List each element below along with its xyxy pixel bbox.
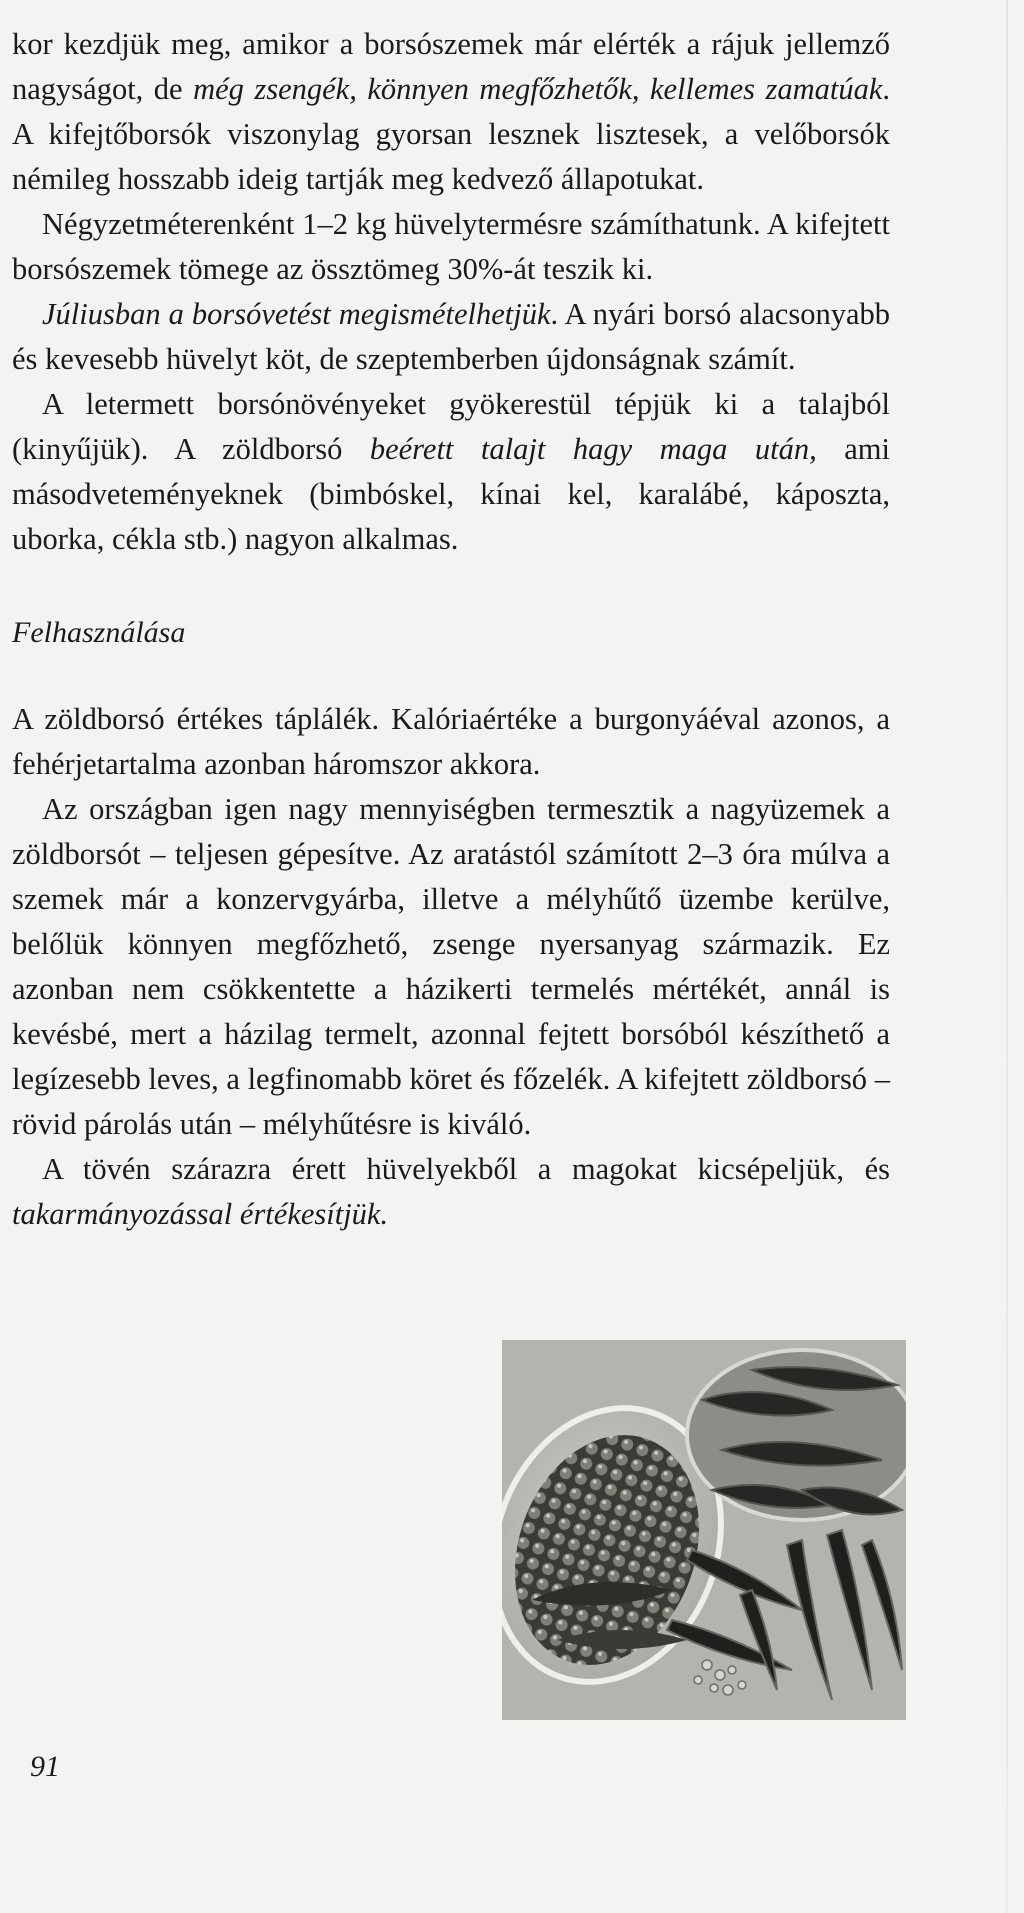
text-run: ami másodveteményeknek (bimbóskel, kínai kel, karalábé, káposzta, uborka, cékla stb.) nagyon alkalmas.: [12, 432, 890, 556]
text-run: A tövén szárazra érett hüvelyekből a magokat kicsépeljük, és: [42, 1152, 890, 1186]
paragraph-p3: [12, 292, 890, 382]
paragraphs-after-heading: [12, 697, 890, 1237]
section-heading: Felhasználása: [12, 616, 186, 649]
paragraph-p2: [12, 202, 890, 292]
paragraph-p5: [12, 697, 890, 787]
pea-photo-illustration: [502, 1340, 906, 1720]
text-run: A zöldborsó értékes táplálék. Kalóriaértéke a burgonyáéval azonos, a fehérjetartalma azonban háromszor akkora.: [12, 702, 890, 781]
pea-photograph: [502, 1340, 906, 1720]
paragraph-p6: [12, 787, 890, 1147]
text-run: Négyzetméterenként 1–2 kg hüvelytermésre számíthatunk. A kifejtett borsószemek tömege az össztömeg 30%-át teszik ki.: [12, 207, 890, 286]
paragraphs-before-heading: [12, 22, 890, 562]
italic-phrase: Júliusban a borsóvetést megismételhetjük: [42, 297, 551, 331]
paragraph-p1: [12, 22, 890, 202]
text-run: A letermett borsónövényeket gyökerestül tépjük ki a talajból (kinyűjük). A zöldborsó: [12, 387, 890, 466]
text-run: . A nyári borsó alacsonyabb és kevesebb hüvelyt köt, de szeptemberben újdonságnak számít.: [12, 297, 890, 376]
text-run: Az országban igen nagy mennyiségben termesztik a nagyüzemek a zöldborsót – teljesen gépesítve. Az aratástól számított 2–3 óra múlva a szemek már a konzervgyárba, illetve a mélyhűtő üzembe kerülve, belőlük könnyen megfőzhető, zsenge nyersanyag származik. Ez azonban nem csökkentette a házikerti termelés mértékét, annál is kevésbé, mert a házilag termelt, azonnal fejtett borsóból készíthető a legízesebb leves, a legfinomabb köret és főzelék. A kifejtett zöldborsó – rövid párolás után – mélyhűtésre is kiváló.: [12, 792, 890, 1141]
italic-phrase: takarmányozással értékesítjük.: [12, 1197, 389, 1231]
text-run: kor kezdjük meg, amikor a borsószemek már elérték a rájuk jellemző nagyságot, de: [12, 27, 890, 106]
paragraph-p7: [12, 1147, 890, 1237]
page-number: 91: [30, 1750, 60, 1783]
paragraph-p4: [12, 382, 890, 562]
text-run: . A kifejtőborsók viszonylag gyorsan lesznek lisztesek, a velőborsók némileg hosszabb ideig tartják meg kedvező állapotukat.: [12, 72, 890, 196]
italic-phrase: beérett talajt hagy maga után,: [369, 432, 817, 466]
italic-phrase: még zsengék, könnyen megfőzhetők, kellemes zamatúak: [193, 72, 883, 106]
page-edge-shadow: [1006, 0, 1008, 1913]
body-text: [12, 22, 890, 1237]
